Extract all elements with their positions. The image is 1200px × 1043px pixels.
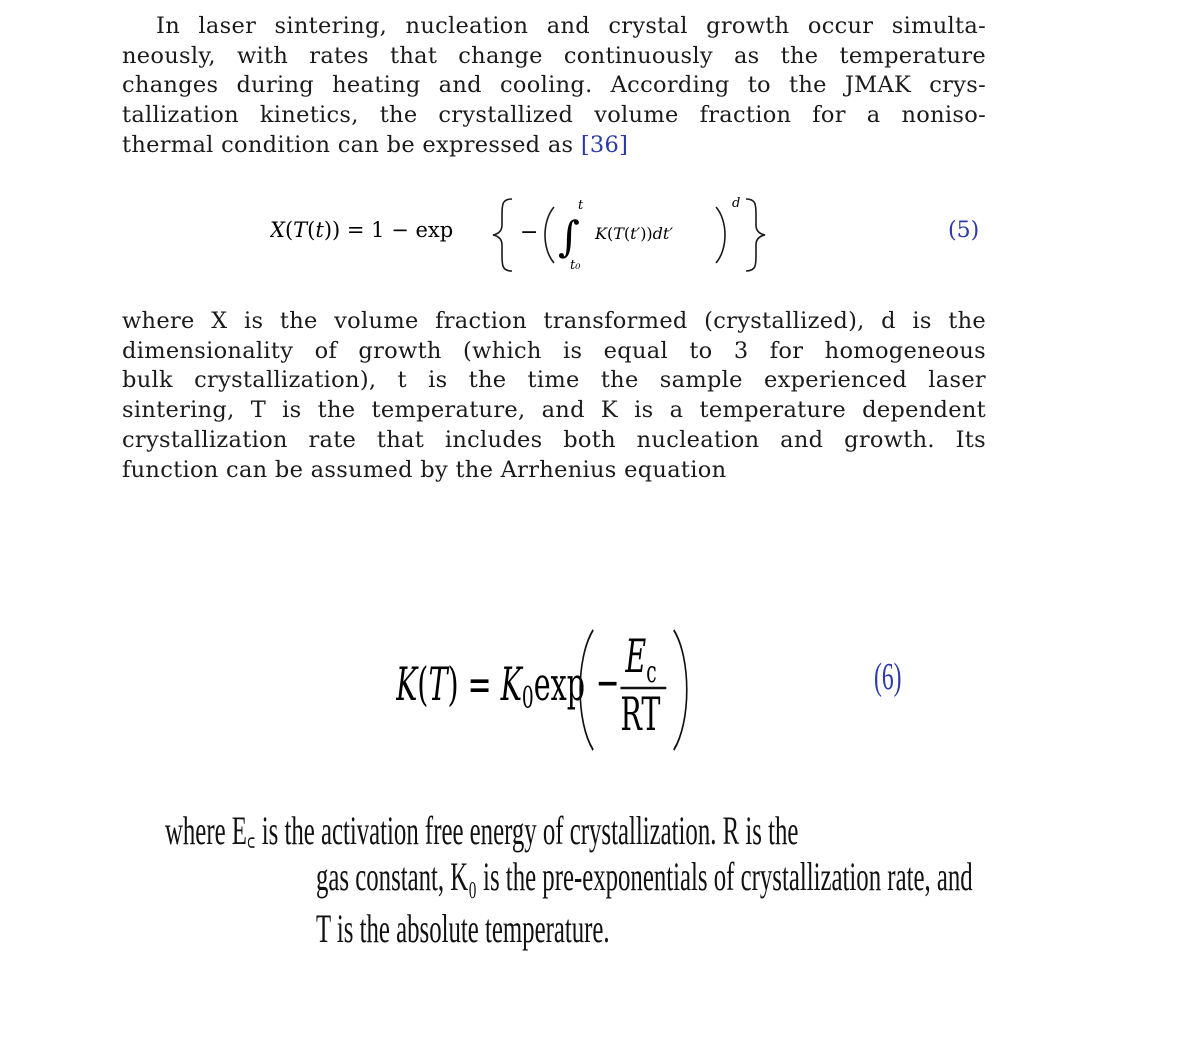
equation-5: [270, 185, 990, 275]
paragraph-line: sintering, T is the temperature, and K is a temperature dependent: [122, 397, 986, 424]
paragraph-line: function can be assumed by the Arrhenius equation: [122, 456, 727, 483]
left-brace: [493, 199, 512, 271]
paragraph-line: changes during heating and cooling. According to the JMAK crys-: [122, 72, 986, 99]
equation-6-number: (6): [874, 656, 902, 698]
paragraph-line: T is the absolute temperature.: [316, 906, 610, 951]
paragraph-line: dimensionality of growth (which is equal to 3 for homogeneous: [122, 337, 986, 364]
eq5-upper-limit: t: [578, 198, 584, 213]
paragraph-line: In laser sintering, nucleation and crystal growth occur simulta-: [156, 13, 986, 39]
citation-link[interactable]: [36]: [580, 131, 629, 158]
equation-6: [396, 612, 696, 752]
paragraph-line: tallization kinetics, the crystallized volume fraction for a noniso-: [122, 102, 986, 129]
paragraph-line: gas constant, K₀ is the pre-exponentials of crystallization rate, and: [316, 854, 973, 899]
paragraph-line: bulk crystallization), t is the time the sample experienced laser: [122, 367, 986, 394]
equation-5-number: (5): [948, 218, 980, 243]
paragraph-line: where X is the volume fraction transformed (crystallized), d is the: [122, 308, 986, 334]
paragraph-line: neously, with rates that change continuously as the temperature: [122, 42, 986, 69]
eq5-exponent: d: [732, 196, 741, 211]
eq5-lhs: X(T(t)) = 1 − exp: [270, 218, 454, 242]
paragraph-line: thermal condition can be expressed as [36]: [122, 131, 629, 158]
paragraph-line: crystallization rate that includes both nucleation and growth. Its: [122, 426, 986, 453]
eq6-numerator: $E_c$: [625, 629, 657, 690]
left-paren: [545, 207, 554, 263]
eq6-lhs: K(T) = K0exp: [396, 657, 585, 716]
svg-text:∫: ∫: [558, 212, 580, 261]
eq5-integrand: K(T(t′))dt′: [595, 224, 673, 243]
svg-text:−: −: [520, 220, 539, 245]
paragraph-intro: [122, 12, 986, 161]
paragraph-definitions: [122, 307, 986, 485]
right-brace: [746, 199, 765, 271]
eq5-lower-limit: t₀: [570, 258, 581, 273]
right-paren: [716, 207, 725, 263]
eq6-denominator: RT: [620, 687, 661, 743]
svg-text:−: −: [595, 655, 620, 711]
paragraph-line: where E꜀ is the activation free energy of crystallization. R is the: [165, 808, 799, 853]
